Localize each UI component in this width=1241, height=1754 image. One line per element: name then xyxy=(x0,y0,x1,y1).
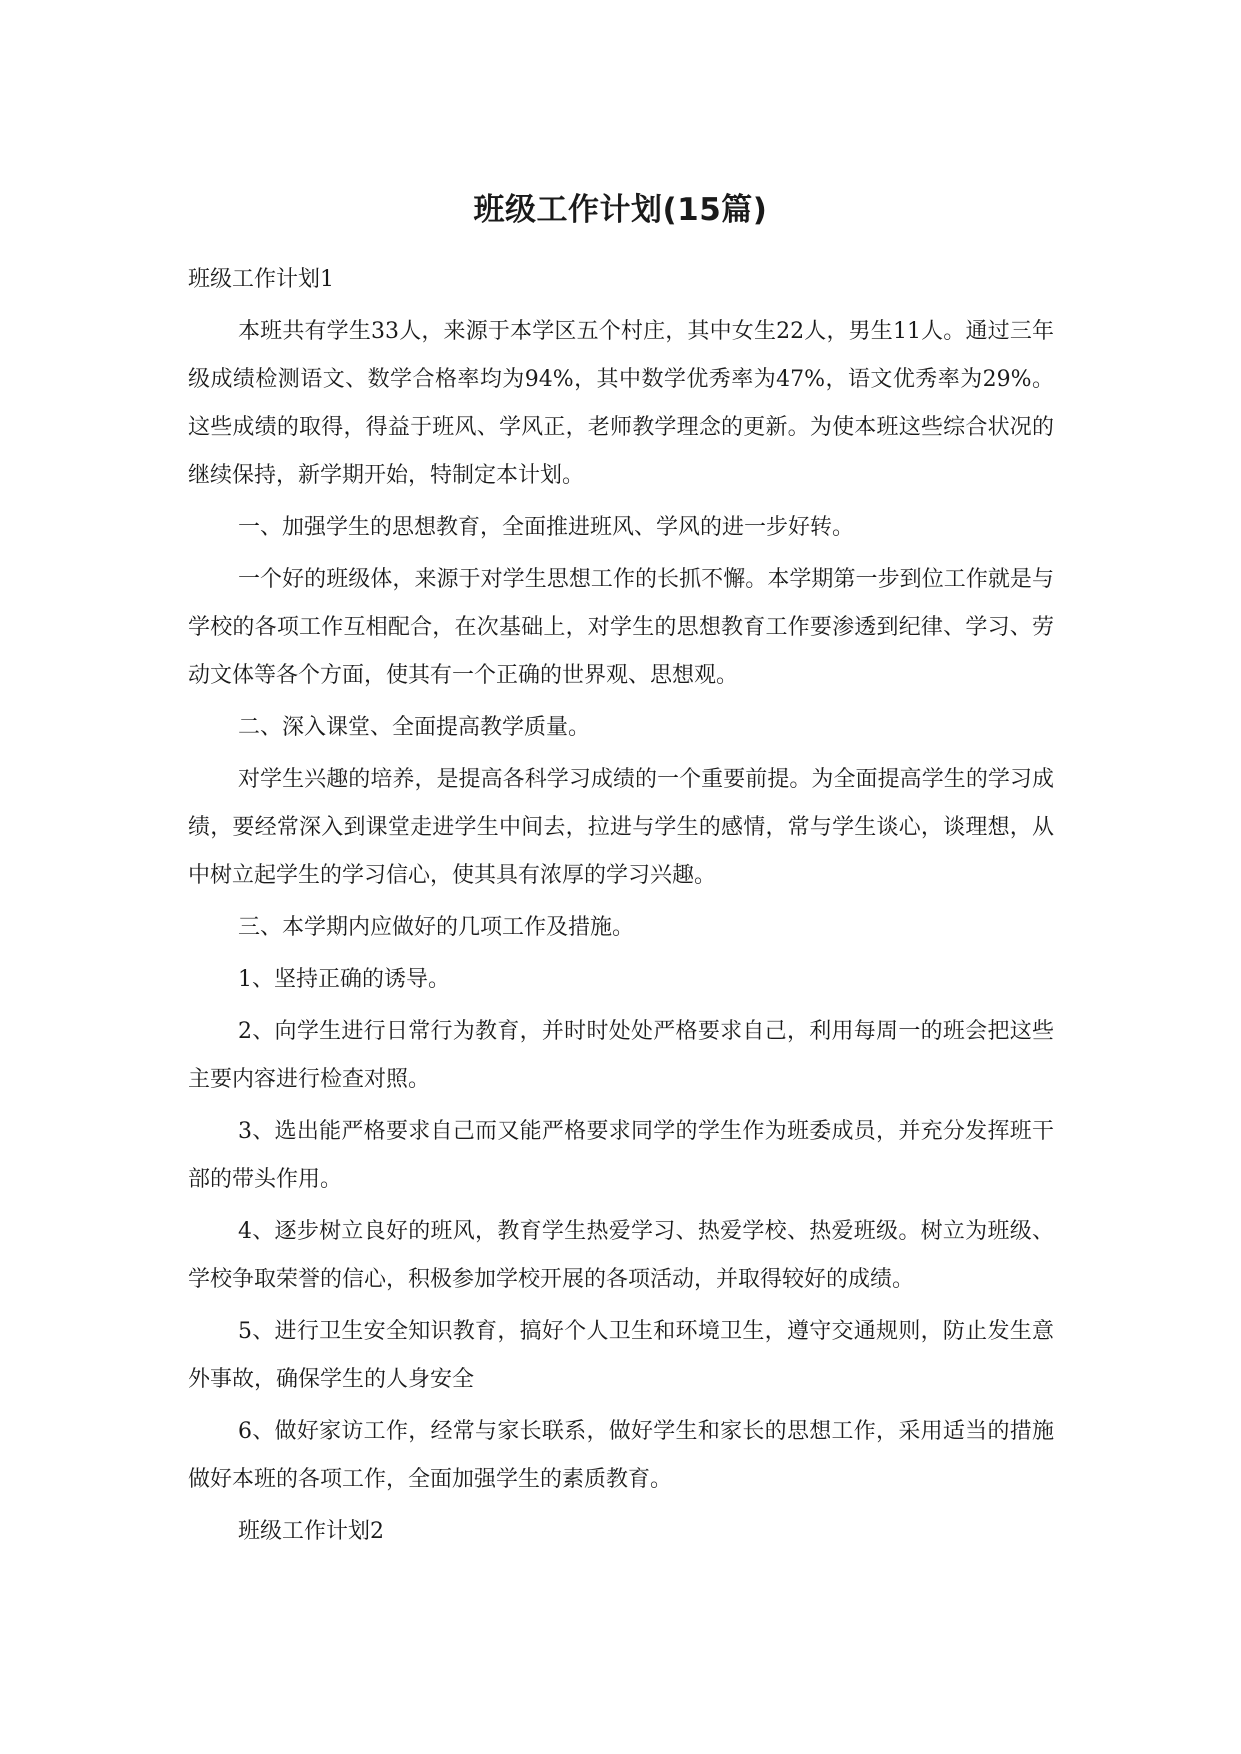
list-item-5: 5、进行卫生安全知识教育，搞好个人卫生和环境卫生，遵守交通规则，防止发生意外事故，确保学生的人身安全 xyxy=(188,1319,1054,1392)
paragraph-thought-work: 一个好的班级体，来源于对学生思想工作的长抓不懈。本学期第一步到位工作就是与学校的各项工作互相配合，在次基础上，对学生的思想教育工作要渗透到纪律、学习、劳动文体等各个方面，使其有一个正确的世界观、思想观。 xyxy=(188,567,1054,688)
section-heading-plan-2: 班级工作计划2 xyxy=(238,1519,384,1544)
paragraph-interest: 对学生兴趣的培养，是提高各科学习成绩的一个重要前提。为全面提高学生的学习成绩，要经常深入到课堂走进学生中间去，拉进与学生的感情，常与学生谈心，谈理想，从中树立起学生的学习信心，使其具有浓厚的学习兴趣。 xyxy=(188,767,1054,888)
list-item-1: 1、坚持正确的诱导。 xyxy=(238,967,450,992)
list-item-6: 6、做好家访工作，经常与家长联系，做好学生和家长的思想工作，采用适当的措施做好本班的各项工作，全面加强学生的素质教育。 xyxy=(188,1419,1054,1492)
section-heading-plan-1: 班级工作计划1 xyxy=(188,267,334,292)
document-body xyxy=(188,256,1054,1560)
paragraph-class-overview: 本班共有学生33人，来源于本学区五个村庄，其中女生22人，男生11人。通过三年级成绩检测语文、数学合格率均为94%，其中数学优秀率为47%，语文优秀率为29%。这些成绩的取得，得益于班风、学风正，老师教学理念的更新。为使本班这些综合状况的继续保持，新学期开始，特制定本计划。 xyxy=(188,319,1054,488)
list-item-3: 3、选出能严格要求自己而又能严格要求同学的学生作为班委成员，并充分发挥班干部的带头作用。 xyxy=(188,1119,1054,1192)
paragraph-heading-two: 二、深入课堂、全面提高教学质量。 xyxy=(238,715,591,740)
paragraph-heading-three: 三、本学期内应做好的几项工作及措施。 xyxy=(238,915,635,940)
list-item-2: 2、向学生进行日常行为教育，并时时处处严格要求自己，利用每周一的班会把这些主要内容进行检查对照。 xyxy=(188,1019,1054,1092)
list-item-4: 4、逐步树立良好的班风，教育学生热爱学习、热爱学校、热爱班级。树立为班级、学校争取荣誉的信心，积极参加学校开展的各项活动，并取得较好的成绩。 xyxy=(188,1219,1054,1292)
document-title: 班级工作计划(15篇) xyxy=(473,192,768,228)
paragraph-heading-one: 一、加强学生的思想教育，全面推进班风、学风的进一步好转。 xyxy=(238,515,855,540)
